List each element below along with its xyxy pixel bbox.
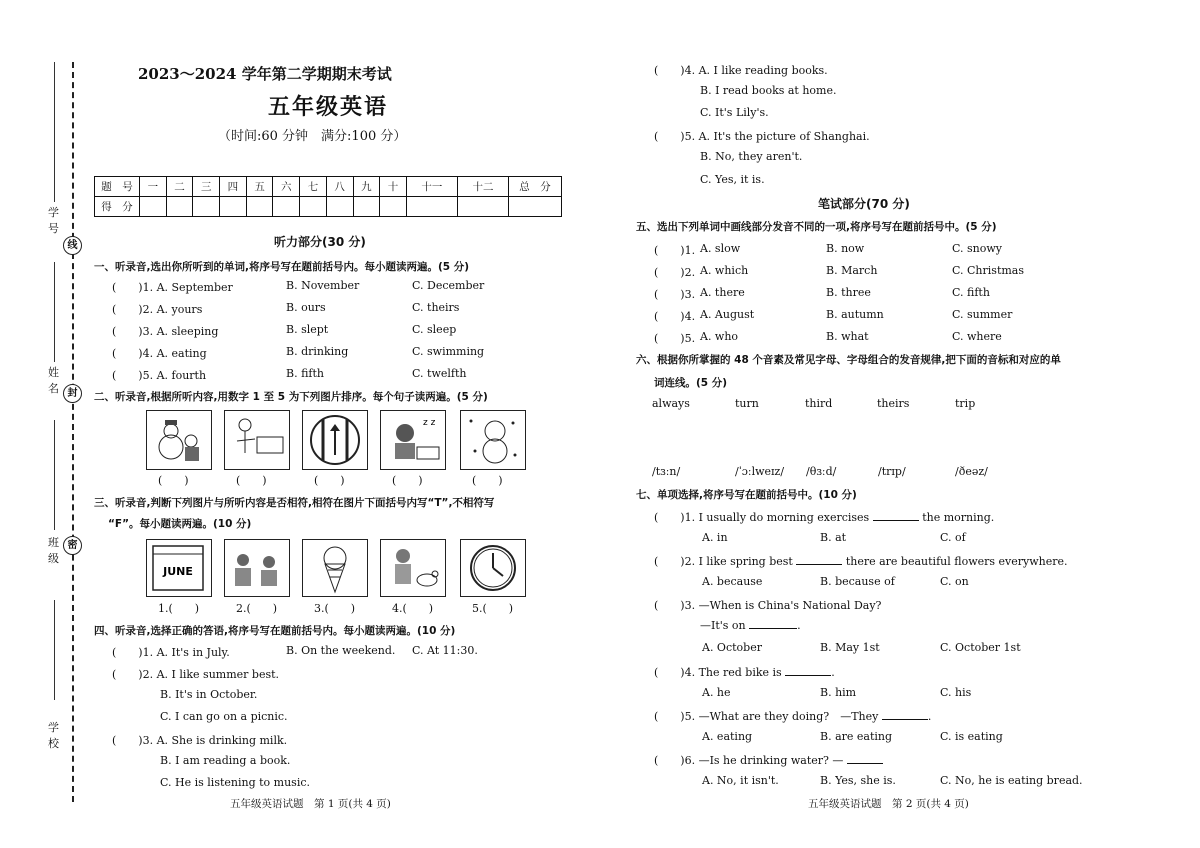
s1-q1-a: ( )1. A. September <box>112 281 233 294</box>
s7-q6-b: B. Yes, she is. <box>820 774 896 787</box>
s3-blank-2[interactable]: 2.( ) <box>236 602 278 615</box>
class-line <box>54 420 55 530</box>
s5-q5-a: A. who <box>700 330 739 343</box>
label-class: 班 级 <box>48 536 59 565</box>
svg-text:z z: z z <box>423 418 436 428</box>
s5-q1-c: C. snowy <box>952 242 1002 255</box>
score-cell[interactable] <box>300 197 327 217</box>
s7-q1-b: B. at <box>820 531 847 544</box>
s3-blank-4[interactable]: 4.( ) <box>392 602 434 615</box>
score-header-cell: 四 <box>220 177 247 197</box>
s5-q2-c: C. Christmas <box>952 264 1024 277</box>
s1-q3-c: C. sleep <box>412 323 457 336</box>
s1-q5-b: B. fifth <box>286 367 324 380</box>
s5-q3-num: ( )3. <box>654 288 696 301</box>
s7-q4-stem: ( )4. The red bike is . <box>654 666 835 679</box>
s7-q3-a: A. October <box>702 641 762 654</box>
s3-blank-3[interactable]: 3.( ) <box>314 602 356 615</box>
s4-q1-c: C. At 11:30. <box>412 644 478 657</box>
s6-title-line2: 词连线。(5 分) <box>654 377 728 389</box>
s7-q1-c: C. of <box>940 531 966 544</box>
s3-blank-1[interactable]: 1.( ) <box>158 602 200 615</box>
r-q4-a: ( )4. A. I like reading books. <box>654 64 828 77</box>
s1-q3-b: B. slept <box>286 323 329 336</box>
s7-q3-line2: —It's on . <box>700 619 801 632</box>
cooking-icon <box>225 411 289 469</box>
s5-q3-a: A. there <box>700 286 745 299</box>
s4-q1-a: ( )1. A. It's in July. <box>112 646 230 659</box>
s1-q3-a: ( )3. A. sleeping <box>112 325 219 338</box>
s6-phonetic-1: /tɜːn/ <box>652 465 681 478</box>
s7-q2-stem <box>654 553 1068 569</box>
s7-q5-a: A. eating <box>702 730 753 743</box>
s7-q3-b: B. May 1st <box>820 641 880 654</box>
s5-q4-num: ( )4. <box>654 310 696 323</box>
s7-q1-text: ( )1. I usually do morning exercises <box>654 511 870 524</box>
s5-q2-b: B. March <box>826 264 878 277</box>
s3-title-line1: 三、听录音,判断下列图片与所听内容是否相符,相符在图片下面括号内写“T”,不相符写 <box>94 497 495 509</box>
s3-picture-children-playing <box>224 539 290 597</box>
score-cell[interactable] <box>166 197 193 217</box>
s7-q5-stem: ( )5. —What are they doing? —They . <box>654 710 932 723</box>
snow-scene-icon <box>461 411 525 469</box>
s4-q3-b: B. I am reading a book. <box>160 754 291 767</box>
score-header-cell: 十二 <box>457 177 508 197</box>
s7-q1-a: A. in <box>702 531 728 544</box>
s7-q1-blank[interactable] <box>873 520 919 521</box>
s6-word-5: trip <box>955 397 976 410</box>
seal-mark-secret: 密 <box>63 536 82 555</box>
score-header-cell: 七 <box>300 177 327 197</box>
score-cell[interactable] <box>380 197 407 217</box>
s7-q5-blank[interactable] <box>882 719 928 720</box>
s1-q1-b: B. November <box>286 279 360 292</box>
s3-picture-clock <box>460 539 526 597</box>
score-cell[interactable] <box>140 197 167 217</box>
score-cell[interactable] <box>353 197 380 217</box>
footer-page-1: 五年级英语试题 第 1 页(共 4 页) <box>230 798 391 810</box>
s6-word-2: turn <box>735 397 759 410</box>
ice-cream-icon <box>303 540 367 596</box>
s5-q2-a: A. which <box>700 264 749 277</box>
score-cell[interactable] <box>406 197 457 217</box>
s7-q3-stem: ( )3. —When is China's National Day? <box>654 599 882 612</box>
s2-title: 二、听录音,根据所听内容,用数字 1 至 5 为下列图片排序。每个句子读两遍。(5 分) <box>94 391 488 403</box>
r-q5-c: C. Yes, it is. <box>700 173 765 186</box>
score-header-cell: 六 <box>273 177 300 197</box>
s1-q2-b: B. ours <box>286 301 326 314</box>
s7-q4-a: A. he <box>702 686 731 699</box>
s7-q5-c: C. is eating <box>940 730 1003 743</box>
s5-q5-b: B. what <box>826 330 869 343</box>
s5-q1-b: B. now <box>826 242 865 255</box>
score-table-header-row <box>95 177 562 197</box>
s1-title: 一、听录音,选出你所听到的单词,将序号写在题前括号内。每小题读两遍。(5 分) <box>94 261 470 273</box>
calendar-icon <box>147 540 211 596</box>
s4-q1-b: B. On the weekend. <box>286 644 396 657</box>
s5-q5-num: ( )5. <box>654 332 696 345</box>
s7-q2-tail: there are beautiful flowers everywhere. <box>845 555 1068 568</box>
s1-q1-c: C. December <box>412 279 485 292</box>
girl-dog-icon <box>381 540 445 596</box>
s2-picture-boy-sleeping <box>380 410 446 470</box>
s2-picture-snow-scene <box>460 410 526 470</box>
s3-picture-ice-cream <box>302 539 368 597</box>
s2-picture-snowman <box>146 410 212 470</box>
s1-q4-b: B. drinking <box>286 345 349 358</box>
id-line <box>54 62 55 202</box>
s4-q3-a: ( )3. A. She is drinking milk. <box>112 734 288 747</box>
school-line <box>54 600 55 700</box>
score-header-cell: 三 <box>193 177 220 197</box>
s7-q2-text: ( )2. I like spring best <box>654 555 793 568</box>
s4-q2-c: C. I can go on a picnic. <box>160 710 288 723</box>
s6-word-3: third <box>805 397 833 410</box>
score-header-cell: 二 <box>166 177 193 197</box>
s7-q6-blank[interactable] <box>847 763 883 764</box>
score-header-cell: 十一 <box>406 177 457 197</box>
score-header-cell: 十 <box>380 177 407 197</box>
s7-q4-text: ( )4. The red bike is <box>654 666 782 679</box>
s2-blank-3[interactable]: ( ) <box>314 474 345 487</box>
score-header-cell: 总 分 <box>509 177 562 197</box>
s6-phonetic-2: /ˈɔːlweɪz/ <box>735 465 785 478</box>
score-header-cell: 五 <box>246 177 273 197</box>
r-q5-a: ( )5. A. It's the picture of Shanghai. <box>654 130 870 143</box>
s7-q4-blank[interactable] <box>785 675 831 676</box>
s4-q2-b: B. It's in October. <box>160 688 258 701</box>
binding-dashed-line <box>72 62 74 802</box>
s6-word-4: theirs <box>877 397 910 410</box>
r-q4-b: B. I read books at home. <box>700 84 837 97</box>
s2-blank-4[interactable]: ( ) <box>392 474 423 487</box>
score-cell[interactable] <box>457 197 508 217</box>
s3-picture-girl-with-dog <box>380 539 446 597</box>
s1-q5-a: ( )5. A. fourth <box>112 369 207 382</box>
s5-q1-num: ( )1. <box>654 244 696 257</box>
score-table <box>94 176 562 217</box>
s7-q2-blank[interactable] <box>796 564 842 565</box>
score-header-cell: 题 号 <box>95 177 140 197</box>
s3-title-line2: “F”。每小题读两遍。(10 分) <box>108 518 252 530</box>
written-section-header: 笔试部分(70 分) <box>818 197 910 211</box>
exam-subject-title: 五年级英语 <box>268 94 389 120</box>
score-label-cell: 得 分 <box>95 197 140 217</box>
s7-q2-a: A. because <box>702 575 763 588</box>
listening-section-header: 听力部分(30 分) <box>274 235 366 249</box>
s5-q2-num: ( )2. <box>654 266 696 279</box>
s5-q4-c: C. summer <box>952 308 1013 321</box>
seal-mark-seal: 封 <box>63 384 82 403</box>
score-cell[interactable] <box>193 197 220 217</box>
svg-text:JUNE: JUNE <box>163 565 193 578</box>
s1-q4-a: ( )4. A. eating <box>112 347 207 360</box>
clock-icon <box>461 540 525 596</box>
s7-q6-a: A. No, it isn't. <box>702 774 779 787</box>
s6-phonetic-4: /trɪp/ <box>878 465 906 478</box>
s6-phonetic-5: /ðeəz/ <box>955 465 988 478</box>
s6-phonetic-3: /θɜːd/ <box>806 465 837 478</box>
s5-q3-b: B. three <box>826 286 871 299</box>
s4-title: 四、听录音,选择正确的答语,将序号写在题前括号内。每小题读两遍。(10 分) <box>94 625 456 637</box>
children-playing-icon <box>225 540 289 596</box>
s2-blank-2[interactable]: ( ) <box>236 474 267 487</box>
s7-q4-c: C. his <box>940 686 972 699</box>
label-school: 学 校 <box>48 721 59 750</box>
label-name: 姓 名 <box>48 366 59 395</box>
s2-blank-1[interactable]: ( ) <box>158 474 189 487</box>
s3-blank-5[interactable]: 5.( ) <box>472 602 514 615</box>
s4-q3-c: C. He is listening to music. <box>160 776 310 789</box>
s1-q2-c: C. theirs <box>412 301 460 314</box>
score-cell[interactable] <box>273 197 300 217</box>
name-line <box>54 262 55 362</box>
s2-blank-5[interactable]: ( ) <box>472 474 503 487</box>
s7-q3-c: C. October 1st <box>940 641 1021 654</box>
sleeping-icon <box>381 411 445 469</box>
s7-q3-blank[interactable] <box>749 628 797 629</box>
s6-title-line1: 六、根据你所掌握的 48 个音素及常见字母、字母组合的发音规律,把下面的音标和对应的单 <box>636 354 1061 366</box>
s7-q6-c: C. No, he is eating bread. <box>940 774 1083 787</box>
s7-q1-tail: the morning. <box>922 511 995 524</box>
s7-q5-text: ( )5. —What are they doing? —They <box>654 710 879 723</box>
s5-q1-a: A. slow <box>700 242 741 255</box>
s7-q5-b: B. are eating <box>820 730 893 743</box>
score-cell[interactable] <box>246 197 273 217</box>
s1-q4-c: C. swimming <box>412 345 485 358</box>
s6-word-1: always <box>652 397 690 410</box>
s5-q4-b: B. autumn <box>826 308 884 321</box>
s7-q2-b: B. because of <box>820 575 895 588</box>
exam-time-info: （时间:60 分钟 满分:100 分） <box>218 129 407 144</box>
r-q4-c: C. It's Lily's. <box>700 106 769 119</box>
score-cell[interactable] <box>326 197 353 217</box>
s7-title: 七、单项选择,将序号写在题前括号中。(10 分) <box>636 489 857 501</box>
s7-q6-text: ( )6. —Is he drinking water? — <box>654 754 844 767</box>
score-header-cell: 一 <box>140 177 167 197</box>
footer-page-2: 五年级英语试题 第 2 页(共 4 页) <box>808 798 969 810</box>
score-cell[interactable] <box>509 197 562 217</box>
s7-q2-c: C. on <box>940 575 969 588</box>
exam-year-title: 2023～2024 学年第二学期期末考试 <box>138 65 392 83</box>
score-header-cell: 九 <box>353 177 380 197</box>
seal-mark-line: 线 <box>63 236 82 255</box>
s5-q3-c: C. fifth <box>952 286 990 299</box>
snowman-icon <box>147 411 211 469</box>
s7-q1-stem <box>654 509 994 525</box>
s3-picture-calendar <box>146 539 212 597</box>
s1-q5-c: C. twelfth <box>412 367 467 380</box>
s7-q3-line2-text: —It's on <box>700 619 746 632</box>
s7-q6-stem <box>654 752 883 768</box>
score-table-score-row <box>95 197 562 217</box>
label-student-id: 学 号 <box>48 206 59 235</box>
s5-q4-a: A. August <box>700 308 755 321</box>
s4-q2-a: ( )2. A. I like summer best. <box>112 668 280 681</box>
r-q5-b: B. No, they aren't. <box>700 150 803 163</box>
s1-q2-a: ( )2. A. yours <box>112 303 203 316</box>
score-cell[interactable] <box>220 197 247 217</box>
s2-picture-boy-cooking <box>224 410 290 470</box>
s5-q5-c: C. where <box>952 330 1002 343</box>
up-arrow-icon <box>303 411 367 469</box>
s5-title: 五、选出下列单词中画线部分发音不同的一项,将序号写在题前括号中。(5 分) <box>636 221 997 233</box>
s2-picture-up-arrow <box>302 410 368 470</box>
score-header-cell: 八 <box>326 177 353 197</box>
s7-q4-b: B. him <box>820 686 857 699</box>
